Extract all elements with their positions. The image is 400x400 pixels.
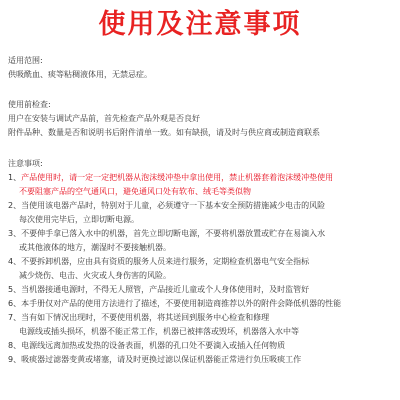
note-number: 8、 bbox=[8, 341, 22, 350]
note-text: 当使用该电器产品时，特别对于儿童，必须遵守一下基本安全预防措施减少电击的风险 bbox=[21, 201, 326, 210]
note-text: 当有如下情况出现时，不要使用机器，将其送回到服务中心检查和修理 bbox=[21, 313, 270, 322]
note-number: 4、 bbox=[8, 257, 22, 266]
check-line-1: 用户在安装与调试产品前，首先检查产品外观是否良好 bbox=[8, 114, 200, 123]
notes-section bbox=[8, 157, 341, 367]
note-1-line-1 bbox=[8, 171, 341, 185]
note-number: 3、 bbox=[8, 229, 22, 238]
check-line-2: 附件品种、数量是否和说明书后附件清单一致。如有缺损，请及时与供应商或制造商联系 bbox=[8, 128, 320, 137]
page-title: 使用及注意事项 bbox=[98, 9, 302, 40]
note-6-line-1 bbox=[8, 297, 341, 311]
note-7-line-2: 电源线或插头损坏，机器不能正常工作，机器已被摔落或毁坏，机器落入水中等 bbox=[19, 327, 299, 336]
note-1-line-2: 不要阻塞产品的空气通风口，避免通风口处有软布、绒毛等类似物 bbox=[19, 187, 251, 196]
scope-section bbox=[8, 54, 152, 82]
warning-text: 产品使用时，请一定一定把机器从泡沫缓冲垫中拿出使用，禁止机器套着泡沫缓冲垫使用 bbox=[21, 173, 334, 182]
note-number: 9、 bbox=[8, 355, 22, 364]
note-number: 2、 bbox=[8, 201, 22, 210]
note-7-line-1 bbox=[8, 311, 341, 325]
note-4-line-1 bbox=[8, 255, 341, 269]
notes-heading: 注意事项: bbox=[8, 159, 43, 168]
note-2-line-2: 每次使用完毕后，立即切断电源。 bbox=[19, 215, 139, 224]
check-heading: 使用前检查: bbox=[8, 100, 51, 109]
note-text: 吸痰器过滤器变黄或堵塞，请及时更换过滤以保证机器能正常进行负压吸痰工作 bbox=[21, 355, 302, 364]
note-text: 电源线远离加热或发热的设备表面，机器的孔口处不要滴入或插入任何物质 bbox=[21, 341, 286, 350]
note-number: 1、 bbox=[8, 173, 22, 182]
note-8-line-1 bbox=[8, 339, 341, 353]
note-number: 6、 bbox=[8, 299, 22, 308]
note-text: 当机器接通电源时，不得无人照管，产品接近儿童或个人身体使用时，及时监管好 bbox=[21, 285, 310, 294]
note-number: 7、 bbox=[8, 313, 22, 322]
note-2-line-1 bbox=[8, 199, 341, 213]
note-3-line-2: 或其他液体的地方，潮湿时不要接触机器。 bbox=[19, 243, 171, 252]
note-3-line-1 bbox=[8, 227, 341, 241]
note-5-line-1 bbox=[8, 283, 341, 297]
scope-text: 供吸酰血、痰等粘稠液体用，无禁忌症。 bbox=[8, 70, 152, 79]
note-text: 不要拆卸机器，应由具有资质的服务人员来进行服务，定期检查机器电气安全指标 bbox=[21, 257, 310, 266]
note-number: 5、 bbox=[8, 285, 22, 294]
note-text: 本手册仅对产品的使用方法进行了描述，不要使用制造商推荐以外的附件会降低机器的性能 bbox=[21, 299, 342, 308]
note-4-line-2: 减少烧伤、电击、火灾或人身伤害的风险。 bbox=[19, 271, 171, 280]
check-section bbox=[8, 98, 320, 140]
scope-heading: 适用范围: bbox=[8, 56, 43, 65]
note-9-line-1 bbox=[8, 353, 341, 367]
note-text: 不要伸手拿已落入水中的机器，首先立即切断电源，不要将机器放置或贮存在易滴入水 bbox=[21, 229, 326, 238]
